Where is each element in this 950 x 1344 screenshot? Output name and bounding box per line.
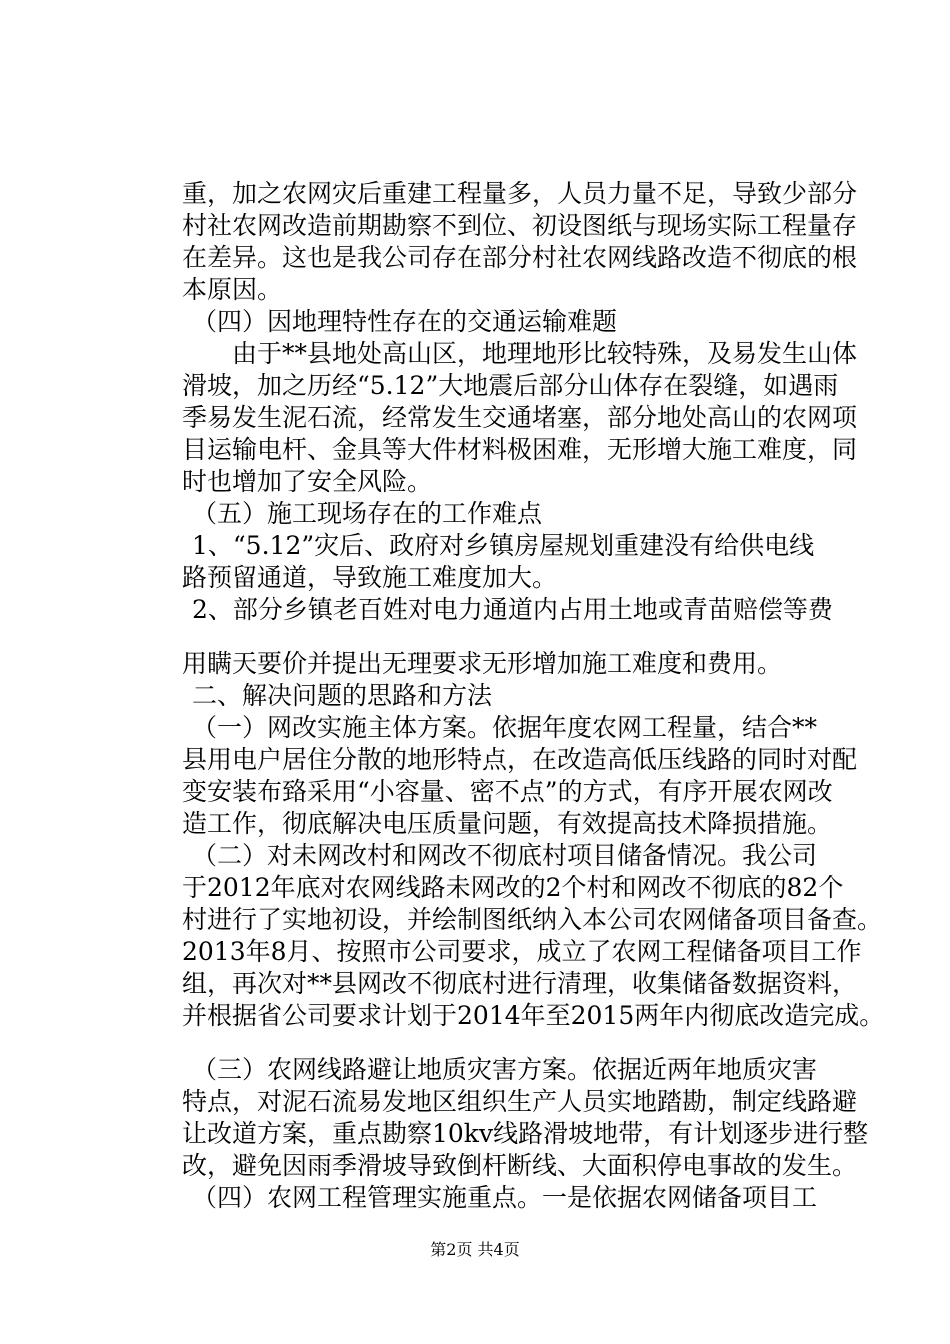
- section-heading: （四）因地理特性存在的交通运输难题: [192, 307, 618, 336]
- text-line: （二）对未网改村和网改不彻底村项目储备情况。我公司: [192, 841, 818, 870]
- text-line: 滑坡，加之历经“5.12”大地震后部分山体存在裂缝，如遇雨: [182, 371, 839, 400]
- text-line: 村社农网改造前期勘察不到位、初设图纸与现场实际工程量存: [182, 211, 858, 240]
- text-line: （三）农网线路避让地质灾害方案。依据近两年地质灾害: [192, 1055, 818, 1084]
- text-line: 用瞒天要价并提出无理要求无形增加施工难度和费用。: [182, 649, 783, 678]
- text-line: 并根据省公司要求计划于2014年至2015两年内彻底改造完成。: [182, 1001, 885, 1030]
- text-line: 路预留通道，导致施工难度加大。: [182, 563, 558, 592]
- text-line: 在差异。这也是我公司存在部分村社农网线路改造不彻底的根: [182, 243, 858, 272]
- text-line: 本原因。: [182, 275, 283, 304]
- text-line: 目运输电杆、金具等大件材料极困难，无形增大施工难度，同: [182, 435, 858, 464]
- text-line: 特点，对泥石流易发地区组织生产人员实地踏勘，制定线路避: [182, 1087, 858, 1116]
- section-heading: （五）施工现场存在的工作难点: [192, 499, 543, 528]
- text-line: 重，加之农网灾后重建工程量多，人员力量不足，导致少部分: [182, 179, 858, 208]
- text-line: 2013年8月、按照市公司要求，成立了农网工程储备项目工作: [182, 937, 862, 966]
- text-line: 时也增加了安全风险。: [182, 467, 433, 496]
- text-line: 2、部分乡镇老百姓对电力通道内占用土地或青苗赔偿等费: [192, 595, 833, 624]
- text-line: （四）农网工程管理实施重点。一是依据农网储备项目工: [192, 1183, 818, 1212]
- text-line: 让改道方案，重点勘察10kv线路滑坡地带，有计划逐步进行整: [182, 1119, 869, 1148]
- text-line: 改，避免因雨季滑坡导致倒杆断线、大面积停电事故的发生。: [182, 1151, 858, 1180]
- text-line: 造工作，彻底解决电压质量问题，有效提高技术降损措施。: [182, 809, 833, 838]
- text-line: 县用电户居住分散的地形特点，在改造高低压线路的同时对配: [182, 745, 858, 774]
- text-line: 1、“5.12”灾后、政府对乡镇房屋规划重建没有给供电线: [192, 531, 815, 560]
- text-line: 组，再次对**县网改不彻底村进行清理，收集储备数据资料，: [182, 969, 858, 998]
- text-line: 由于**县地处高山区，地理地形比较特殊，及易发生山体: [232, 339, 858, 368]
- page-footer: 第2页 共4页: [430, 1240, 520, 1259]
- text-line: 变安装布臵采用“小容量、密不点”的方式，有序开展农网改: [182, 777, 833, 806]
- text-line: 村进行了实地初设，并绘制图纸纳入本公司农网储备项目备查。: [182, 905, 883, 934]
- text-line: 于2012年底对农网线路未网改的2个村和网改不彻底的82个: [182, 873, 844, 902]
- text-line: （一）网改实施主体方案。依据年度农网工程量，结合**: [192, 713, 818, 742]
- section-heading: 二、解决问题的思路和方法: [192, 681, 493, 710]
- text-line: 季易发生泥石流，经常发生交通堵塞，部分地处高山的农网项: [182, 403, 858, 432]
